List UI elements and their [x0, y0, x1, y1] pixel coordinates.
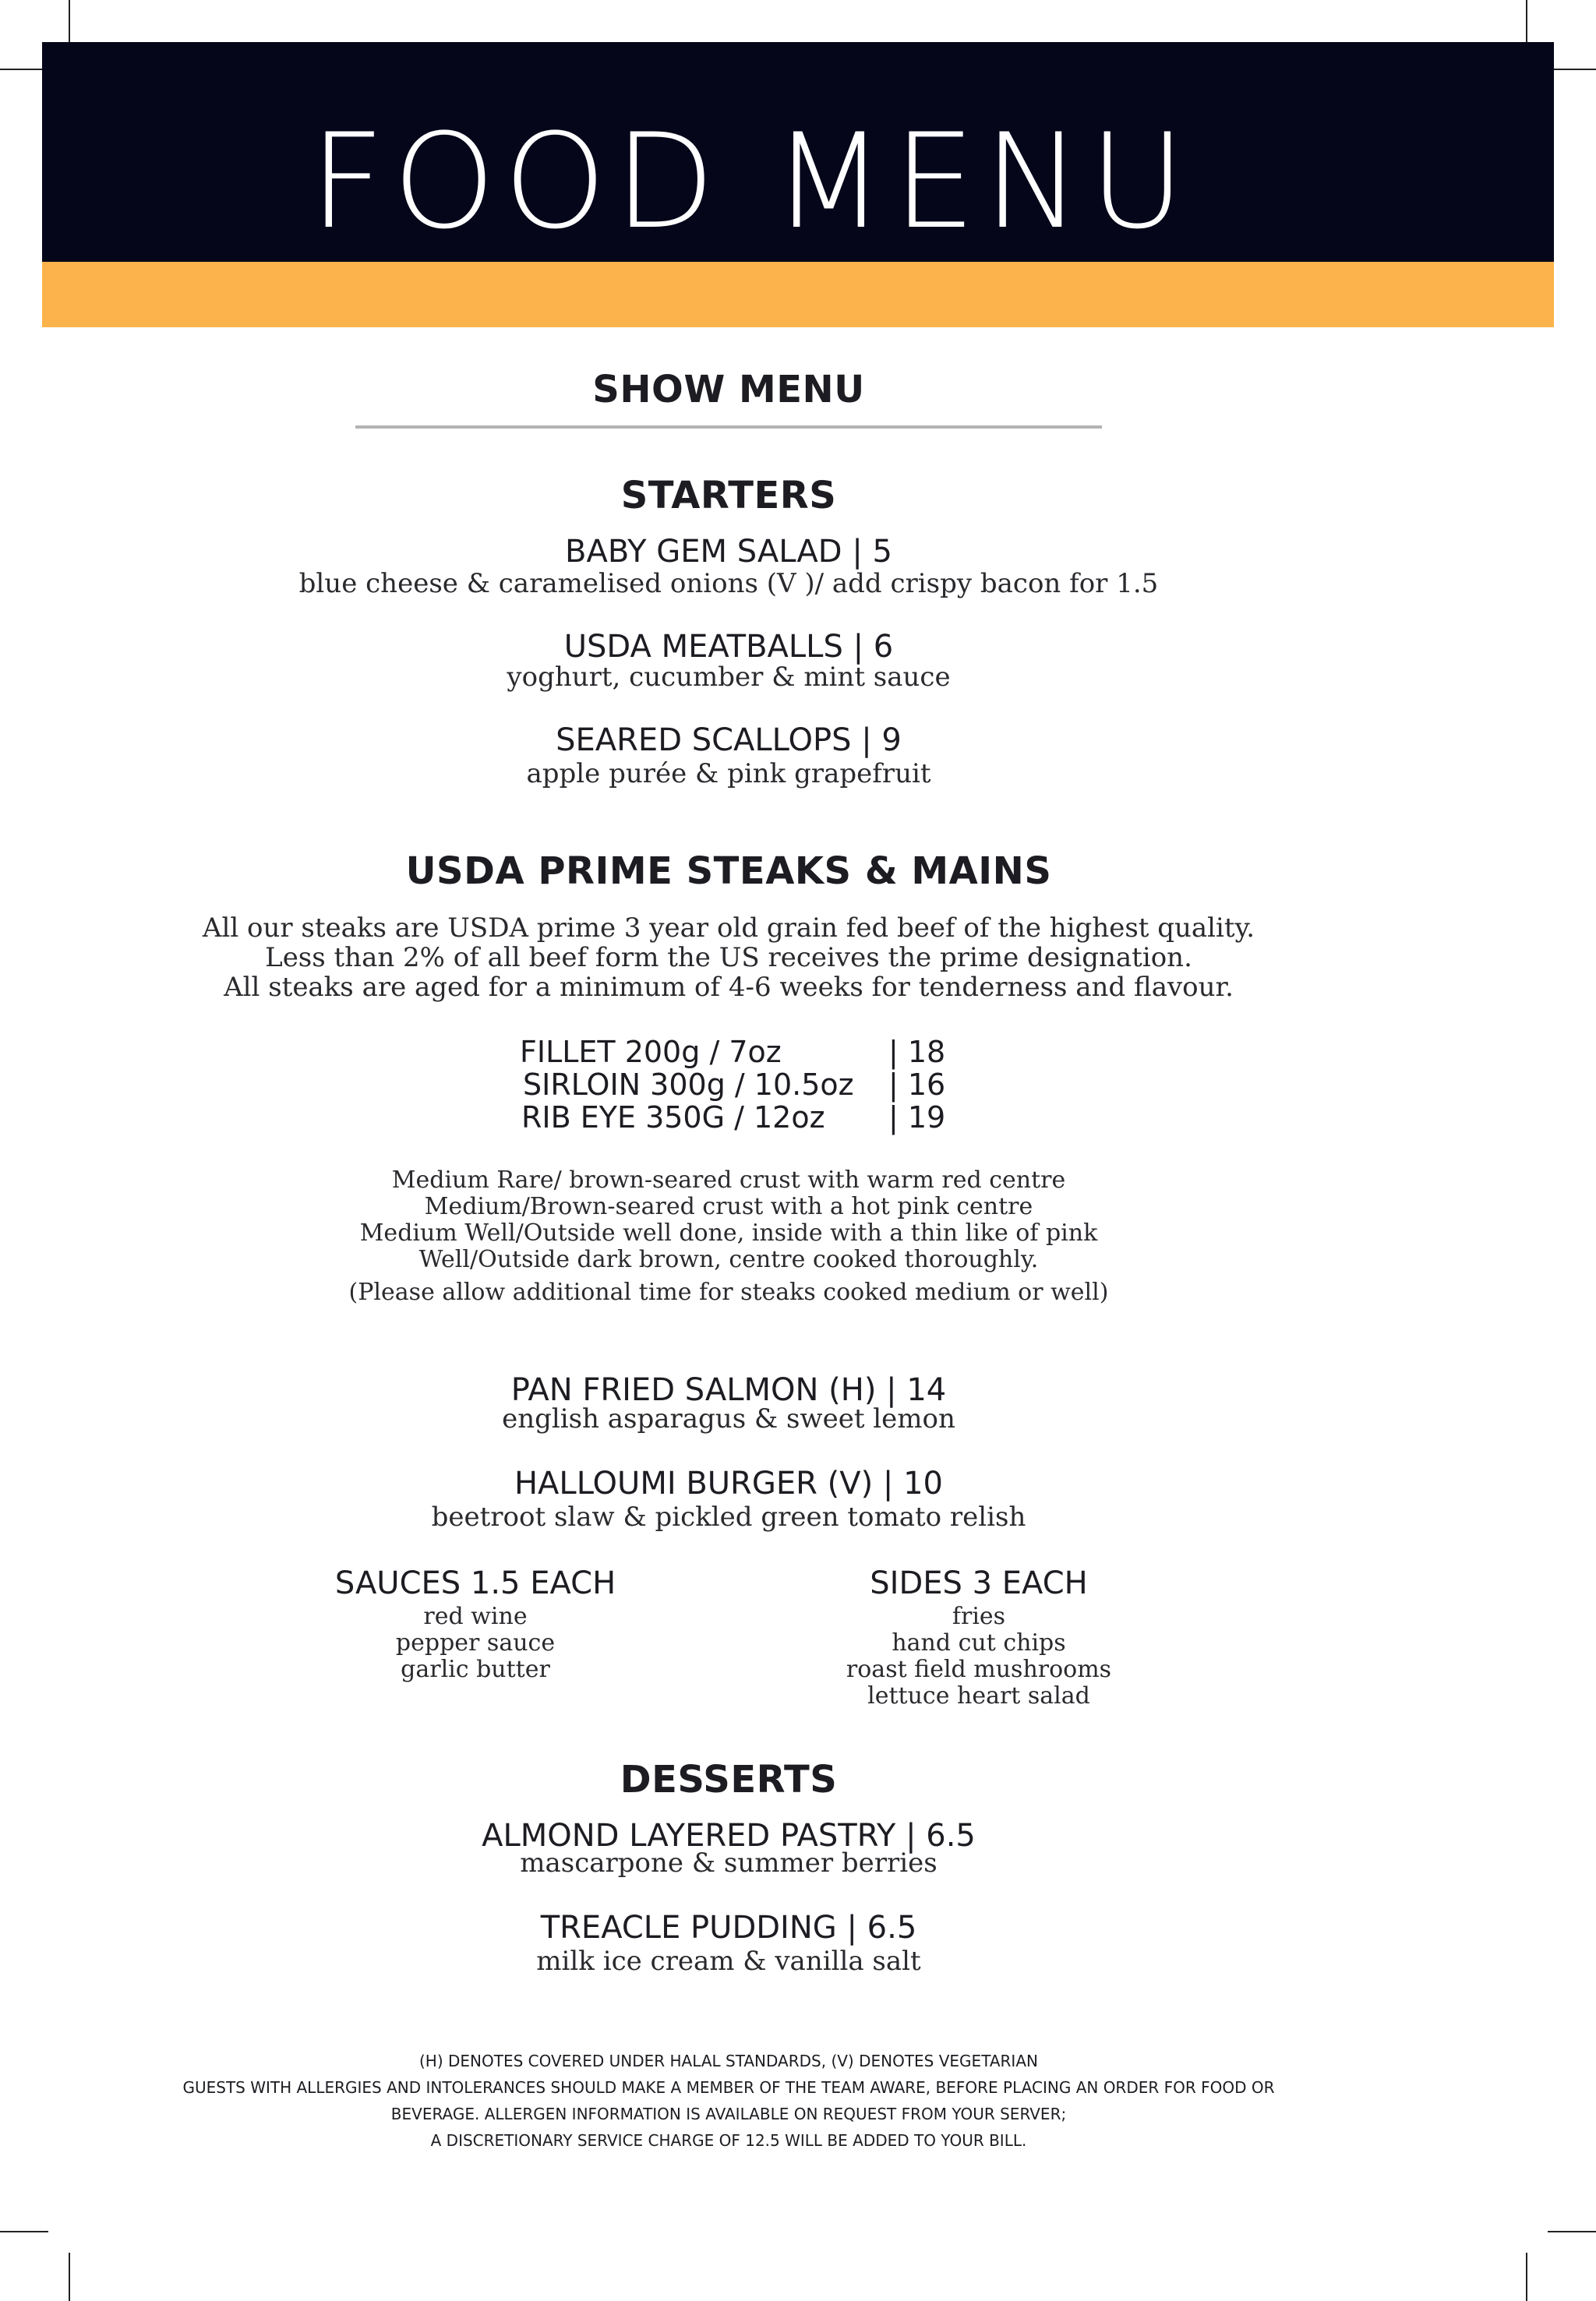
cooking-guide-line: Medium Well/Outside well done, inside with a thin like of pink [359, 1219, 1098, 1247]
main-item-desc: english asparagus & sweet lemon [502, 1403, 955, 1435]
footer-line: (H) DENOTES COVERED UNDER HALAL STANDARDS, (V) DENOTES VEGETARIAN [419, 2052, 1038, 2070]
main-item-name: HALLOUMI BURGER (V) | 10 [514, 1466, 944, 1502]
sides-title: SIDES 3 EACH [870, 1565, 1088, 1601]
cooking-guide-note: (Please allow additional time for steaks cooked medium or well) [348, 1279, 1109, 1306]
sides-section [823, 1566, 1135, 1710]
divider-rule [355, 425, 1102, 429]
dessert-item-desc: milk ice cream & vanilla salt [536, 1946, 921, 1977]
crop-mark [69, 2253, 70, 2301]
crop-mark [0, 2231, 48, 2232]
mains-intro-line: All steaks are aged for a minimum of 4-6 weeks for tenderness and flavour. [224, 972, 1234, 1003]
steak-price: | 19 [888, 1100, 946, 1135]
sauce-item: red wine [423, 1603, 528, 1630]
side-item: roast field mushrooms [846, 1655, 1112, 1683]
dessert-item-name: TREACLE PUDDING | 6.5 [540, 1910, 917, 1946]
sauces-title: SAUCES 1.5 EACH [334, 1565, 616, 1601]
crop-mark [0, 69, 48, 70]
starter-item-name: USDA MEATBALLS | 6 [563, 629, 894, 665]
dessert-item-desc: mascarpone & summer berries [520, 1848, 937, 1879]
sauce-item: pepper sauce [395, 1629, 556, 1657]
cooking-guide-line: Medium Rare/ brown-seared crust with warm red centre [391, 1166, 1066, 1194]
starters-title: STARTERS [620, 474, 837, 517]
starter-item-name: SEARED SCALLOPS | 9 [556, 722, 902, 758]
side-item: lettuce heart salad [867, 1682, 1090, 1710]
footer-note [0, 2048, 1457, 2154]
show-menu-title: SHOW MENU [592, 368, 865, 411]
starter-item-desc: blue cheese & caramelised onions (V )/ add crispy bacon for 1.5 [298, 568, 1159, 599]
page-title: FOOD MENU [309, 105, 1193, 258]
crop-mark [1526, 2253, 1527, 2301]
crop-mark [1548, 69, 1596, 70]
header-banner [42, 42, 1554, 262]
sauces-section [320, 1566, 631, 1683]
side-item: fries [952, 1603, 1006, 1630]
footer-line: BEVERAGE. ALLERGEN INFORMATION IS AVAILABLE ON REQUEST FROM YOUR SERVER; [390, 2105, 1067, 2123]
cooking-guide-line: Well/Outside dark brown, centre cooked thoroughly. [418, 1246, 1039, 1273]
mains-intro-line: Less than 2% of all beef form the US receives the prime designation. [265, 942, 1192, 973]
footer-line: GUESTS WITH ALLERGIES AND INTOLERANCES SHOULD MAKE A MEMBER OF THE TEAM AWARE, BEFORE PLACING AN ORDER FOR FOOD OR [182, 2078, 1275, 2097]
mains-intro-line: All our steaks are USDA prime 3 year old grain fed beef of the highest quality. [202, 912, 1255, 944]
desserts-title: DESSERTS [620, 1758, 838, 1802]
steak-price: | 16 [888, 1068, 946, 1102]
starter-item-desc: yoghurt, cucumber & mint sauce [507, 662, 951, 693]
cooking-guide-line: Medium/Brown-seared crust with a hot pink centre [424, 1193, 1033, 1220]
crop-mark [1526, 0, 1527, 48]
crop-mark [1548, 2231, 1596, 2232]
starter-item-name: BABY GEM SALAD | 5 [565, 534, 892, 570]
steak-name: SIRLOIN 300g / 10.5oz [523, 1068, 854, 1102]
sauce-item: garlic butter [401, 1655, 550, 1683]
main-item-desc: beetroot slaw & pickled green tomato relish [431, 1502, 1026, 1533]
mains-title: USDA PRIME STEAKS & MAINS [405, 849, 1052, 893]
accent-stripe [42, 262, 1554, 327]
steak-name: FILLET 200g / 7oz [520, 1035, 782, 1069]
steak-name: RIB EYE 350G / 12oz [521, 1100, 825, 1135]
starter-item-desc: apple purée & pink grapefruit [526, 758, 931, 789]
main-item-name: PAN FRIED SALMON (H) | 14 [510, 1372, 947, 1408]
side-item: hand cut chips [892, 1629, 1066, 1657]
footer-line: A DISCRETIONARY SERVICE CHARGE OF 12.5 WILL BE ADDED TO YOUR BILL. [430, 2131, 1027, 2150]
crop-mark [69, 0, 70, 48]
dessert-item-name: ALMOND LAYERED PASTRY | 6.5 [482, 1818, 976, 1854]
steak-price: | 18 [888, 1035, 946, 1069]
